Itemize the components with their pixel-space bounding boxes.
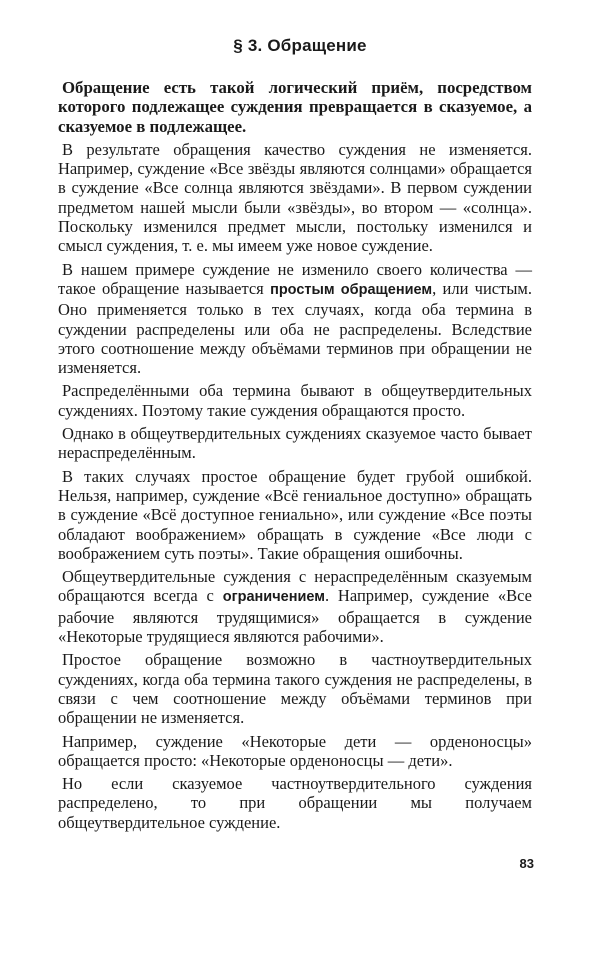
- body-text: [58, 78, 532, 832]
- paragraph-distributed-terms: Распределёнными оба термина бывают в общеутвердительных суждениях. Поэтому такие суждения обращаются просто.: [58, 381, 532, 420]
- term-simple-conversion: простым обращением: [270, 281, 433, 298]
- paragraph-quality-unchanged: В результате обращения качество суждения не изменяется. Например, суждение «Все звёзды являются солнцами» обращается в суждение «Все солнца являются звёздами». В первом суждении предметом нашей мысли были «звёзды», во втором — «солнца». Поскольку изменился предмет мысли, постольку изменился и смысл суждения, т. е. мы имеем уже новое суждение.: [58, 139, 532, 256]
- term-limitation: ограничением: [222, 589, 325, 606]
- paragraph-gross-error: В таких случаях простое обращение будет грубой ошибкой. Нельзя, например, суждение «Всё гениальное доступно» обращать в суждение «Всё доступное гениально», или суждение «Все поэты обладают воображением» обращать в суждение «Все люди с воображением суть поэты». Такие обращения ошибочны.: [58, 466, 532, 563]
- paragraph-undistributed-predicate: Однако в общеутвердительных суждениях сказуемое часто бывает нераспределённым.: [58, 424, 532, 463]
- section-heading: § 3. Обращение: [233, 36, 367, 55]
- paragraph-text: Общеутвердительные суждения с нераспределённым сказуемым обращаются всегда с: [58, 567, 532, 606]
- paragraph-text: . Например, суждение «Все рабочие являются трудящимися» обращается в суждение «Некоторые трудящиеся являются рабочими».: [58, 586, 533, 647]
- page-number: 83: [519, 856, 534, 871]
- paragraph-simple-conversion: [58, 260, 532, 378]
- paragraph-text: , или чистым. Оно применяется только в тех случаях, когда оба термина в суждении распределены или оба не распределены. Вследствие этого соотношение между объёмами терминов при обращении не изменяется.: [58, 278, 532, 378]
- paragraph-distributed-predicate: Но если сказуемое частноутвердительного суждения распределено, то при обращении мы получаем общеутвердительное суждение.: [58, 774, 532, 832]
- paragraph-particular-affirmative: Простое обращение возможно в частноутвердительных суждениях, когда оба термина такого суждения не распределены, в связи с чем соотношение между объёмами терминов при обращении не изменяется.: [58, 650, 532, 728]
- paragraph-limitation: [58, 567, 532, 646]
- definition-paragraph: Обращение есть такой логический приём, посредством которого подлежащее суждения превращается в сказуемое, а сказуемое в подлежащее.: [58, 78, 532, 136]
- paragraph-text: В нашем примере суждение не изменило своего количества — такое обращение называется: [58, 259, 532, 298]
- paragraph-example-children: Например, суждение «Некоторые дети — орденоносцы» обращается просто: «Некоторые орденоносцы — дети».: [58, 731, 532, 770]
